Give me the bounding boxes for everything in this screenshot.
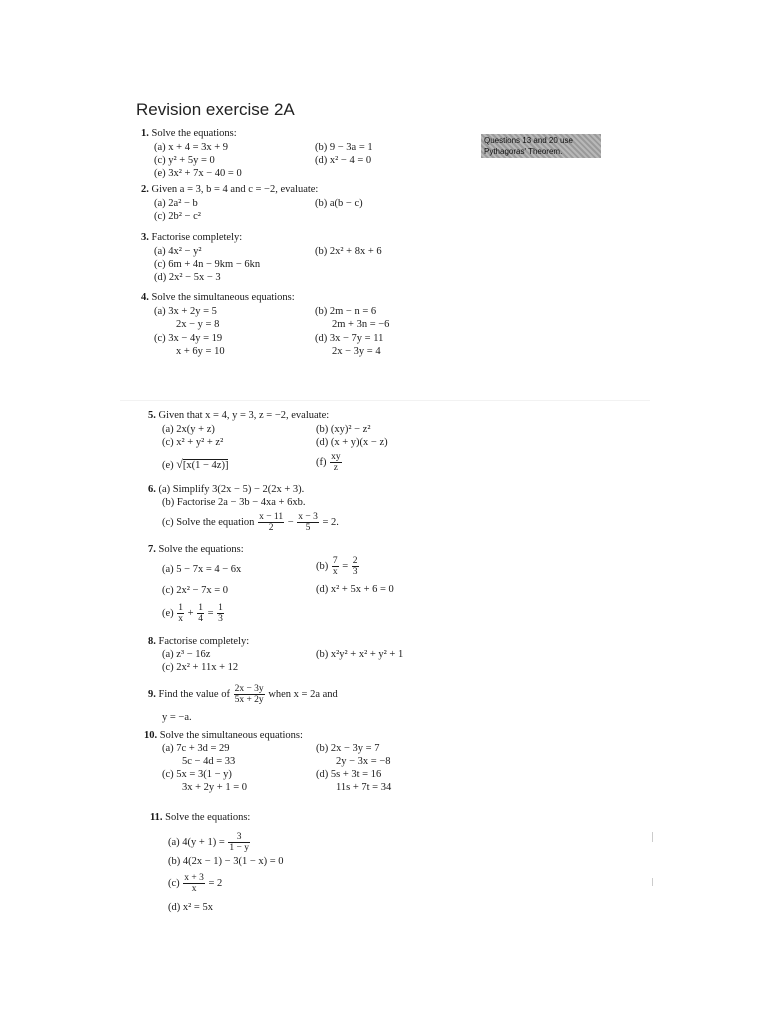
q8-text: Factorise completely: — [158, 636, 250, 647]
q2-part-b: (b) a(b − c) — [315, 198, 363, 209]
q11-a-fraction — [228, 832, 250, 853]
q1-prompt — [141, 128, 237, 140]
q7-part-b — [316, 556, 360, 577]
q11-c-numerator: x + 3 — [184, 873, 204, 883]
q4-prompt — [141, 292, 295, 304]
q2-text: Given a = 3, b = 4 and c = −2, evaluate: — [151, 184, 319, 195]
q5-part-d: (d) (x + y)(x − z) — [316, 437, 388, 448]
q5-e-radicand: [x(1 − 4z)] — [182, 460, 229, 471]
q7-e-numerator-2: 1 — [198, 603, 203, 613]
q4-part-b-line2: 2m + 3n = −6 — [332, 319, 390, 330]
q10-part-b-line2: 2y − 3x = −8 — [336, 756, 391, 767]
q4-part-c-line2: x + 6y = 10 — [176, 346, 225, 357]
q11-a-denominator: 1 − y — [229, 843, 249, 853]
q11-a-numerator: 3 — [228, 832, 250, 843]
q4-part-d-line1: (d) 3x − 7y = 11 — [315, 333, 384, 344]
q7-part-d: (d) x² + 5x + 6 = 0 — [316, 584, 394, 595]
q11-number: 11. — [150, 812, 163, 823]
q11-c-denominator: x — [191, 884, 197, 894]
q1-text: Solve the equations: — [151, 128, 237, 139]
q6-c-text: (c) Solve the equation — [162, 516, 255, 528]
q7-prompt — [148, 544, 244, 556]
q7-b-numerator-1: 7 — [332, 556, 338, 566]
q11-part-a — [168, 832, 251, 853]
q6-number: 6. — [148, 484, 156, 495]
q6-c-fraction-1 — [258, 512, 284, 533]
q8-part-b: (b) x²y² + x² + y² + 1 — [316, 649, 404, 660]
q1-part-a: (a) x + 4 = 3x + 9 — [154, 142, 229, 153]
q7-e-fraction-3 — [217, 603, 224, 624]
q6-c-denominator-1: 2 — [268, 523, 274, 533]
q4-number: 4. — [141, 292, 149, 303]
q6-part-c — [162, 512, 339, 533]
page-divider — [120, 400, 650, 401]
q4-text: Solve the simultaneous equations: — [151, 292, 295, 303]
q8-prompt — [148, 636, 249, 648]
q7-e-fraction-1 — [177, 603, 184, 624]
q7-e-equals: = — [207, 607, 214, 619]
q2-number: 2. — [141, 184, 149, 195]
q10-part-c-line2: 3x + 2y + 1 = 0 — [182, 782, 248, 793]
q6-c-numerator-2: x − 3 — [298, 512, 318, 522]
q5-part-f — [316, 452, 343, 473]
q6-c-operator: − — [287, 516, 294, 528]
q1-part-c: (c) y² + 5y = 0 — [154, 155, 215, 166]
q8-number: 8. — [148, 636, 156, 647]
q9-line1 — [148, 684, 338, 705]
q5-part-b: (b) (xy)² − z² — [316, 424, 371, 435]
q7-e-operator: + — [187, 607, 194, 619]
q1-number: 1. — [141, 128, 149, 139]
q9-denominator: 5x + 2y — [234, 695, 264, 705]
q6-c-fraction-2 — [297, 512, 319, 533]
q7-e-denominator-2: 4 — [198, 614, 203, 624]
q4-part-b-line1: (b) 2m − n = 6 — [315, 306, 377, 317]
q10-text: Solve the simultaneous equations: — [159, 730, 303, 741]
q7-e-fraction-2 — [197, 603, 204, 624]
q5-part-e — [162, 458, 228, 472]
q7-e-numerator-1: 1 — [178, 603, 184, 613]
q9-numerator: 2x − 3y — [234, 684, 264, 694]
q11-part-b: (b) 4(2x − 1) − 3(1 − x) = 0 — [168, 856, 284, 867]
q3-part-c: (c) 6m + 4n − 9km − 6kn — [154, 259, 261, 270]
q7-part-a: (a) 5 − 7x = 4 − 6x — [162, 564, 242, 575]
q1-part-b: (b) 9 − 3a = 1 — [315, 142, 373, 153]
q5-text: Given that x = 4, y = 3, z = −2, evaluate: — [158, 410, 330, 421]
q5-part-c: (c) x² + y² + z² — [162, 437, 224, 448]
q9-number: 9. — [148, 688, 156, 700]
q6-c-rhs: = 2. — [322, 516, 339, 528]
q10-part-a-line1: (a) 7c + 3d = 29 — [162, 743, 230, 754]
q11-a-text: (a) 4(y + 1) = — [168, 836, 225, 848]
q2-part-c: (c) 2b² − c² — [154, 211, 201, 222]
q11-c-label: (c) — [168, 877, 180, 889]
q3-text: Factorise completely: — [151, 232, 243, 243]
q6-c-denominator-2: 5 — [305, 523, 311, 533]
q10-prompt — [144, 730, 303, 742]
q10-part-c-line1: (c) 5x = 3(1 − y) — [162, 769, 232, 780]
q5-e-label: (e) — [162, 460, 174, 471]
q11-prompt — [150, 812, 250, 824]
q2-prompt — [141, 184, 318, 196]
q1-part-d: (d) x² − 4 = 0 — [315, 155, 372, 166]
sqrt-symbol: √ — [176, 457, 183, 471]
q7-b-numerator-2: 2 — [352, 556, 358, 566]
q5-part-a: (a) 2x(y + z) — [162, 424, 215, 435]
q6-c-numerator-1: x − 11 — [259, 512, 284, 522]
q1-part-e: (e) 3x² + 7x − 40 = 0 — [154, 168, 242, 179]
margin-note: Questions 13 and 20 use Pythagoras' Theorem. — [481, 134, 601, 158]
q10-number: 10. — [144, 730, 158, 741]
q11-part-c — [168, 873, 222, 894]
q9-fraction — [234, 684, 265, 705]
q9-pre-text: Find the value of — [158, 688, 230, 700]
scan-artifact — [652, 878, 653, 886]
q5-f-denominator: z — [333, 463, 338, 473]
q11-c-rhs: = 2 — [208, 877, 223, 889]
q7-e-label: (e) — [162, 607, 174, 619]
q9-post-text: when x = 2a and — [268, 688, 338, 700]
q11-part-d: (d) x² = 5x — [168, 902, 213, 913]
q4-part-a-line1: (a) 3x + 2y = 5 — [154, 306, 217, 317]
q3-part-a: (a) 4x² − y² — [154, 246, 202, 257]
q10-part-b-line1: (b) 2x − 3y = 7 — [316, 743, 380, 754]
q6-part-a — [148, 484, 304, 496]
q3-part-d: (d) 2x² − 5x − 3 — [154, 272, 221, 283]
q6-a-text: (a) Simplify 3(2x − 5) − 2(2x + 3). — [158, 484, 305, 495]
q7-e-denominator-3: 3 — [218, 614, 223, 624]
q7-number: 7. — [148, 544, 156, 555]
q7-b-denominator-2: 3 — [352, 567, 358, 577]
q5-number: 5. — [148, 410, 156, 421]
q3-prompt — [141, 232, 242, 244]
q7-e-numerator-3: 1 — [218, 603, 223, 613]
q5-f-numerator: xy — [331, 452, 341, 462]
q7-b-label: (b) — [316, 560, 329, 572]
q7-b-fraction-2 — [352, 556, 359, 577]
q7-e-denominator-1: x — [178, 614, 184, 624]
q8-part-c: (c) 2x² + 11x + 12 — [162, 662, 239, 673]
page-title: Revision exercise 2A — [136, 100, 295, 119]
q9-line2: y = −a. — [162, 712, 192, 723]
q10-part-d-line2: 11s + 7t = 34 — [336, 782, 392, 793]
q4-part-a-line2: 2x − y = 8 — [176, 319, 220, 330]
q5-f-fraction — [330, 452, 342, 473]
q4-part-d-line2: 2x − 3y = 4 — [332, 346, 381, 357]
scan-artifact — [652, 832, 653, 842]
q7-b-fraction-1 — [332, 556, 339, 577]
q8-part-a: (a) z³ − 16z — [162, 649, 211, 660]
q6-part-b: (b) Factorise 2a − 3b − 4xa + 6xb. — [162, 497, 306, 508]
q4-part-c-line1: (c) 3x − 4y = 19 — [154, 333, 223, 344]
q10-part-d-line1: (d) 5s + 3t = 16 — [316, 769, 382, 780]
q2-part-a: (a) 2a² − b — [154, 198, 198, 209]
q5-f-label: (f) — [316, 456, 327, 468]
q7-part-e — [162, 603, 225, 624]
q7-part-c: (c) 2x² − 7x = 0 — [162, 585, 229, 596]
q3-part-b: (b) 2x² + 8x + 6 — [315, 246, 382, 257]
q7-b-equals: = — [342, 560, 349, 572]
q7-text: Solve the equations: — [158, 544, 244, 555]
q11-text: Solve the equations: — [165, 812, 251, 823]
q7-b-denominator-1: x — [332, 567, 338, 577]
q10-part-a-line2: 5c − 4d = 33 — [182, 756, 236, 767]
q5-prompt — [148, 410, 329, 422]
q11-c-fraction — [183, 873, 205, 894]
q3-number: 3. — [141, 232, 149, 243]
